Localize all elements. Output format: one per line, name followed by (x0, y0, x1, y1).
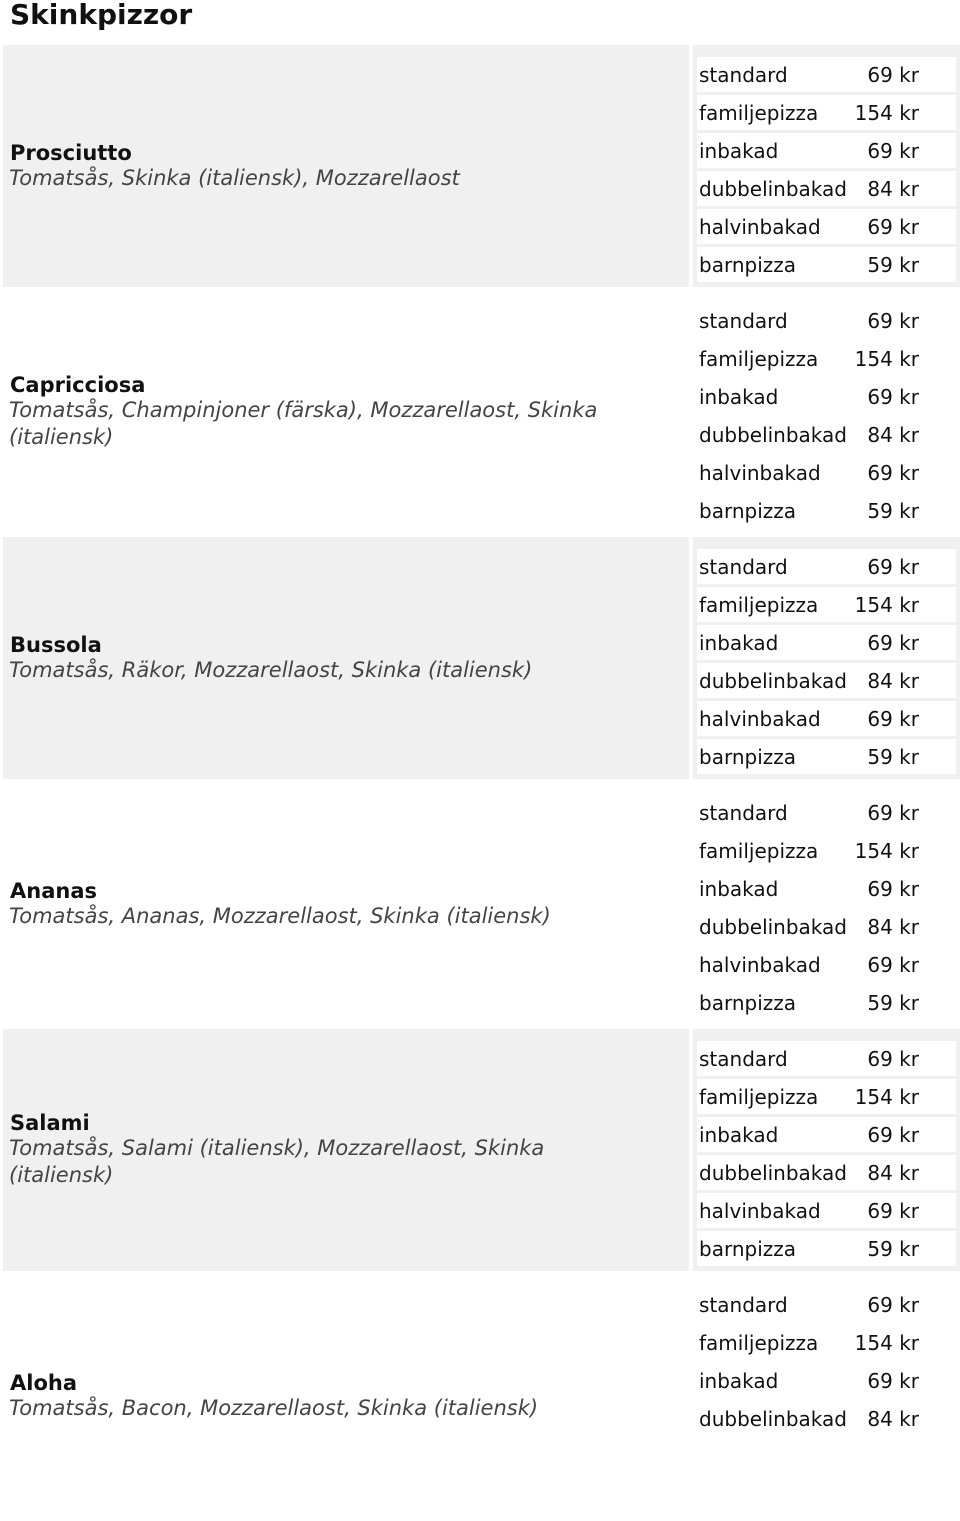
pizza-info (3, 291, 689, 533)
pizza-row (3, 783, 960, 1025)
size-label: dubbelinbakad (699, 668, 847, 693)
price-value: 69 kr (867, 384, 919, 409)
price-value: 84 kr (867, 422, 919, 447)
price-value: 69 kr (867, 1368, 919, 1393)
pizza-name: Ananas (10, 878, 97, 903)
size-label: dubbelinbakad (699, 176, 847, 201)
pizza-row (3, 45, 960, 287)
pizza-description: Tomatsås, Bacon, Mozzarellaost, Skinka (italiensk) (9, 1395, 539, 1420)
price-value: 69 kr (867, 952, 919, 977)
price-value: 59 kr (867, 744, 919, 769)
page-title: Skinkpizzor (10, 0, 193, 31)
size-label: halvinbakad (699, 1198, 821, 1223)
size-label: dubbelinbakad (699, 422, 847, 447)
size-label: standard (699, 1292, 788, 1317)
price-row (697, 57, 956, 92)
price-row (697, 1193, 956, 1228)
pizza-description: Tomatsås, Champinjoner (färska), Mozzarellaost, Skinka (italiensk) (9, 398, 598, 449)
price-row (697, 625, 956, 660)
pizza-row (3, 1275, 960, 1517)
price-value: 154 kr (854, 838, 919, 863)
pizza-info (3, 537, 689, 779)
price-row (697, 209, 956, 244)
price-value: 59 kr (867, 1236, 919, 1261)
size-label: inbakad (699, 876, 779, 901)
price-value: 154 kr (854, 1330, 919, 1355)
pizza-name: Salami (10, 1111, 90, 1135)
price-value: 84 kr (867, 914, 919, 939)
price-value: 154 kr (854, 100, 919, 125)
size-label: inbakad (699, 1368, 779, 1393)
size-label: familjepizza (699, 838, 819, 863)
price-value: 84 kr (867, 1406, 919, 1431)
pizza-name: Capricciosa (10, 373, 146, 397)
size-label: barnpizza (699, 498, 797, 523)
price-value: 69 kr (867, 1198, 919, 1223)
price-value: 69 kr (867, 630, 919, 655)
pizza-description: Tomatsås, Salami (italiensk), Mozzarellaost, Skinka (italiensk) (9, 1136, 545, 1187)
pizza-description: Tomatsås, Ananas, Mozzarellaost, Skinka (italiensk) (9, 903, 551, 928)
price-row (697, 1041, 956, 1076)
price-row (697, 795, 956, 830)
price-row (697, 947, 956, 982)
price-value: 69 kr (867, 554, 919, 579)
pizza-row (3, 1029, 960, 1271)
price-row (697, 1325, 956, 1360)
price-list (693, 783, 960, 1025)
price-value: 154 kr (854, 346, 919, 371)
price-row (697, 1231, 956, 1266)
price-value: 59 kr (867, 252, 919, 277)
price-row (697, 909, 956, 944)
price-row (697, 701, 956, 736)
price-value: 69 kr (867, 800, 919, 825)
price-row (697, 663, 956, 698)
price-value: 84 kr (867, 1160, 919, 1185)
size-label: standard (699, 62, 788, 87)
price-value: 154 kr (854, 592, 919, 617)
size-label: barnpizza (699, 1236, 797, 1261)
price-value: 154 kr (854, 1084, 919, 1109)
price-value: 69 kr (867, 214, 919, 239)
price-row (697, 455, 956, 490)
size-label: halvinbakad (699, 214, 821, 239)
price-row (697, 1363, 956, 1398)
size-label: dubbelinbakad (699, 1160, 847, 1185)
size-label: barnpizza (699, 744, 797, 769)
size-label: halvinbakad (699, 706, 821, 731)
price-value: 69 kr (867, 138, 919, 163)
pizza-info (3, 1029, 689, 1271)
size-label: inbakad (699, 384, 779, 409)
price-value: 69 kr (867, 1046, 919, 1071)
price-row (697, 493, 956, 528)
price-value: 69 kr (867, 62, 919, 87)
size-label: inbakad (699, 630, 779, 655)
price-value: 69 kr (867, 1292, 919, 1317)
price-row (697, 739, 956, 774)
price-row (697, 171, 956, 206)
size-label: familjepizza (699, 100, 819, 125)
price-row (697, 985, 956, 1020)
price-row (697, 303, 956, 338)
price-row (697, 871, 956, 906)
size-label: familjepizza (699, 346, 819, 371)
price-value: 69 kr (867, 460, 919, 485)
size-label: inbakad (699, 1122, 779, 1147)
price-list (693, 537, 960, 779)
price-value: 59 kr (867, 990, 919, 1015)
size-label: barnpizza (699, 252, 797, 277)
pizza-row (3, 537, 960, 779)
price-row (697, 587, 956, 622)
price-row (697, 417, 956, 452)
price-value: 69 kr (867, 876, 919, 901)
price-row (697, 833, 956, 868)
price-value: 84 kr (867, 176, 919, 201)
price-row (697, 95, 956, 130)
price-row (697, 1155, 956, 1190)
size-label: barnpizza (699, 990, 797, 1015)
price-row (697, 341, 956, 376)
price-row (697, 379, 956, 414)
price-row (697, 549, 956, 584)
pizza-info (3, 45, 689, 287)
pizza-description: Tomatsås, Skinka (italiensk), Mozzarellaost (9, 165, 460, 190)
pizza-name: Prosciutto (10, 140, 132, 165)
price-row (697, 1117, 956, 1152)
price-value: 69 kr (867, 706, 919, 731)
size-label: halvinbakad (699, 460, 821, 485)
price-value: 69 kr (867, 1122, 919, 1147)
price-row (697, 247, 956, 282)
pizza-name: Bussola (10, 632, 102, 657)
price-list (693, 1029, 960, 1271)
pizza-description: Tomatsås, Räkor, Mozzarellaost, Skinka (italiensk) (9, 657, 533, 682)
pizza-info (3, 783, 689, 1025)
size-label: standard (699, 308, 788, 333)
price-row (697, 1401, 956, 1436)
price-list (693, 1275, 960, 1517)
price-row (697, 1079, 956, 1114)
pizza-name: Aloha (10, 1370, 77, 1395)
size-label: familjepizza (699, 1084, 819, 1109)
price-row (697, 1287, 956, 1322)
price-value: 69 kr (867, 308, 919, 333)
price-list (693, 45, 960, 287)
size-label: halvinbakad (699, 952, 821, 977)
price-list (693, 291, 960, 533)
price-value: 59 kr (867, 498, 919, 523)
price-row (697, 133, 956, 168)
size-label: standard (699, 800, 788, 825)
size-label: standard (699, 554, 788, 579)
size-label: standard (699, 1046, 788, 1071)
pizza-info (3, 1275, 689, 1517)
pizza-menu (3, 45, 960, 1521)
size-label: dubbelinbakad (699, 914, 847, 939)
size-label: dubbelinbakad (699, 1406, 847, 1431)
size-label: familjepizza (699, 1330, 819, 1355)
pizza-row (3, 291, 960, 533)
price-value: 84 kr (867, 668, 919, 693)
size-label: familjepizza (699, 592, 819, 617)
size-label: inbakad (699, 138, 779, 163)
